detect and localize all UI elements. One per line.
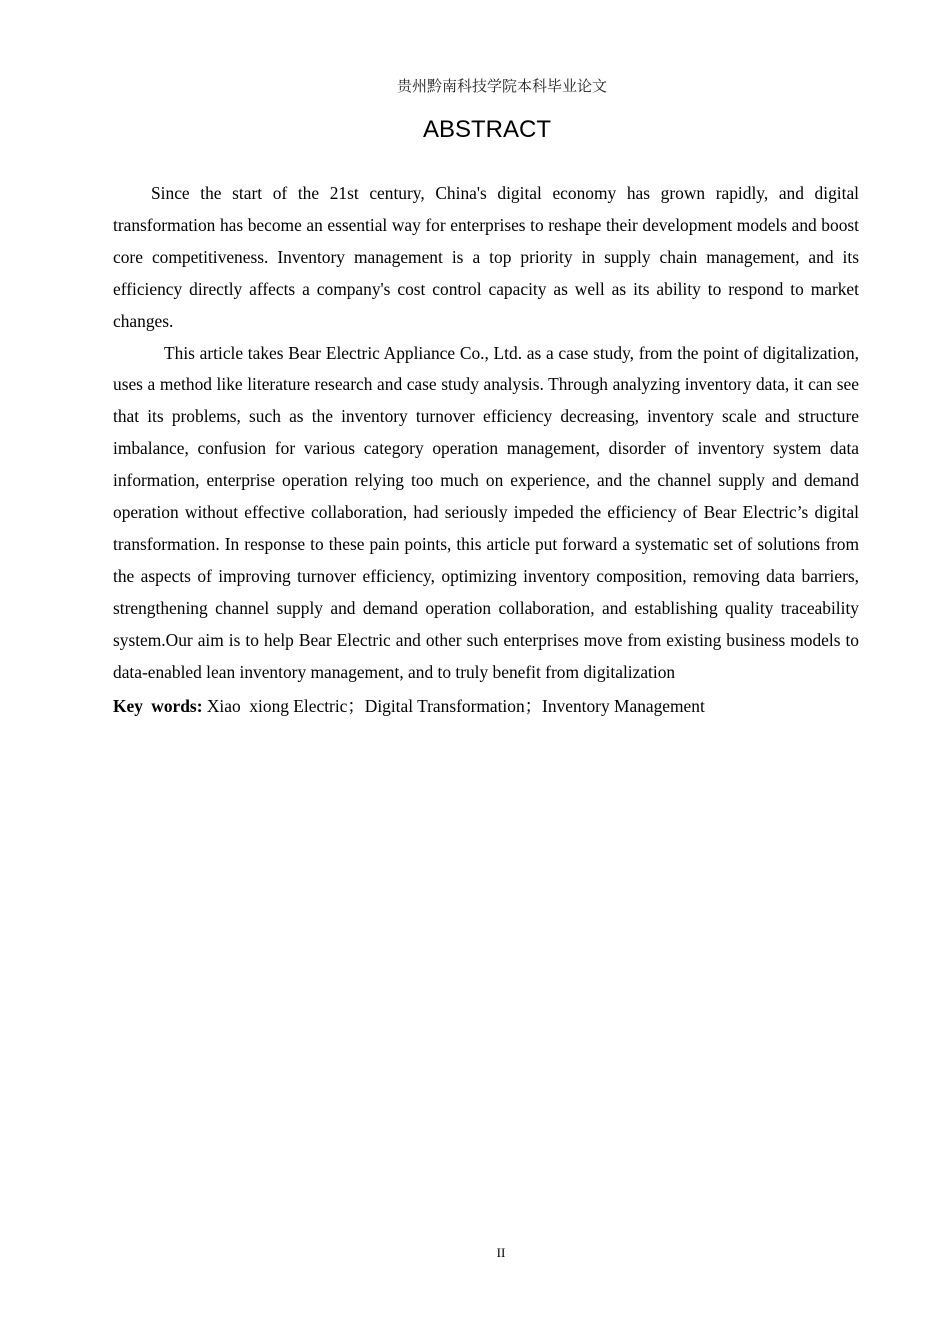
abstract-title: ABSTRACT — [422, 116, 551, 143]
running-header: 贵州黔南科技学院本科毕业论文 — [396, 79, 607, 95]
keywords-label: Key words: — [113, 695, 203, 716]
abstract-paragraph-1: Since the start of the 21st century, China's digital economy has grown rapidly, and digital transformation has become an essential way for enterprises to reshape their development models and boost core competitiveness. Inventory management is a top priority in supply chain management, and its efficiency directly affects a company's cost control capacity as well as its ability to respond to market changes. — [113, 183, 859, 331]
keywords-value: Xiao xiong Electric；Digital Transformation；Inventory Management — [202, 695, 705, 716]
page-number: II — [496, 1245, 506, 1260]
keywords-line — [113, 691, 859, 723]
abstract-paragraph-2: This article takes Bear Electric Appliance Co., Ltd. as a case study, from the point of digitalization, uses a method like literature research and case study analysis. Through analyzing inventory data, it can see that its problems, such as the inventory turnover efficiency decreasing, inventory scale and structure imbalance, confusion for various category operation management, disorder of inventory system data information, enterprise operation relying too much on experience, and the channel supply and demand operation without effective collaboration, had seriously impeded the efficiency of Bear Electric’s digital transformation. In response to these pain points, this article put forward a systematic set of solutions from the aspects of improving turnover efficiency, optimizing inventory composition, removing data barriers, strengthening channel supply and demand operation collaboration, and establishing quality traceability system.Our aim is to help Bear Electric and other such enterprises move from existing business models to data-enabled lean inventory management, and to truly benefit from digitalization — [113, 342, 859, 682]
abstract-body — [113, 178, 859, 722]
